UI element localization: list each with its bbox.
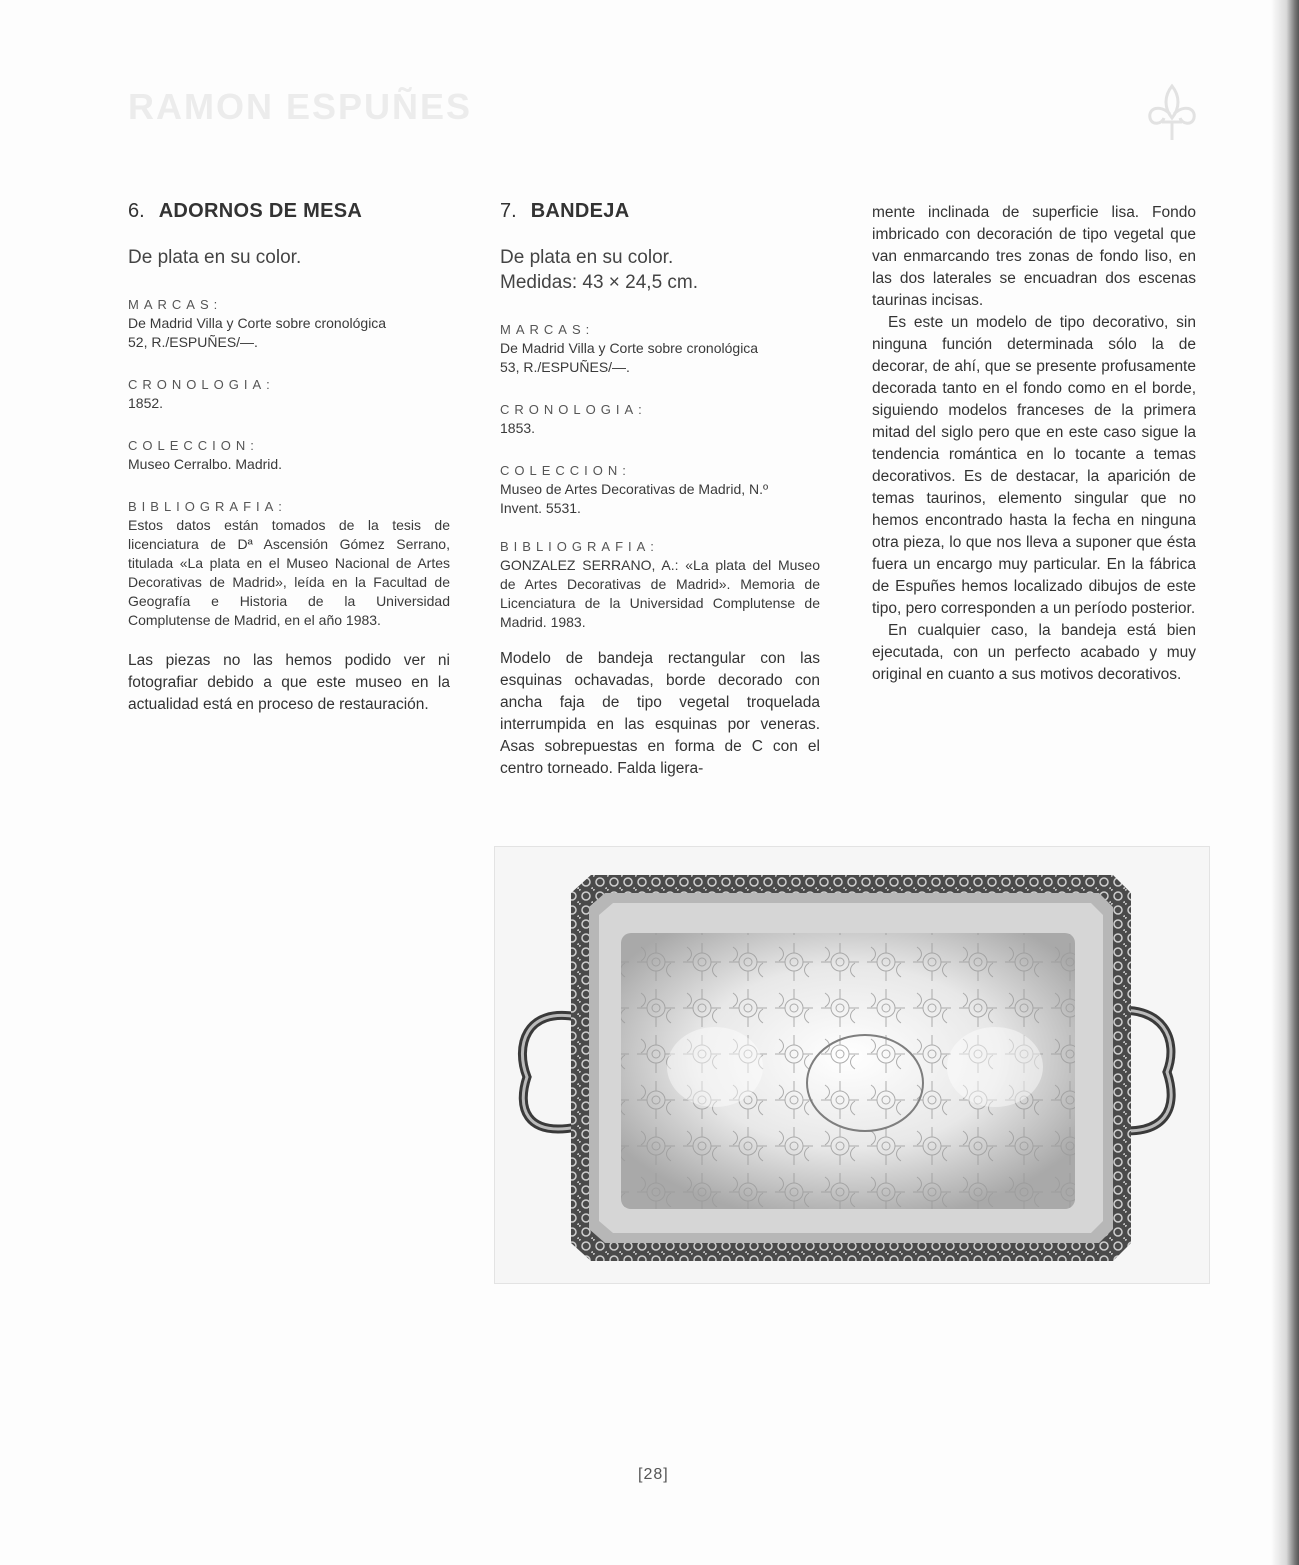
entry-7-description-start: Modelo de bandeja rectangular con las esquinas ochavadas, borde decorado con ancha faja de tipo vegetal troquelada interrumpida en las esquinas por veneras. Asas sobrepuestas en forma de C con el centro torneado. Falda ligera-	[500, 650, 820, 777]
entry-7-cronologia-label: CRONOLOGIA:	[500, 402, 647, 417]
entry-7-heading	[500, 200, 820, 223]
entry-7-marcas-line-1: De Madrid Villa y Corte sobre cronológica	[500, 340, 759, 356]
entry-7-cronologia: 1853.	[500, 420, 536, 436]
entry-7-title: BANDEJA	[530, 200, 630, 222]
entry-6-cronologia: 1852.	[128, 395, 164, 411]
entry-7-coleccion-line-1: Museo de Artes Decorativas de Madrid, N.º	[500, 481, 769, 497]
entry-7-bibliografia: GONZALEZ SERRANO, A.: «La plata del Museo de Artes Decorativas de Madrid». Memoria de Licenciatura de la Universidad Complutense de Madrid. 1983.	[500, 557, 820, 630]
entry-6-coleccion-label: COLECCION:	[128, 438, 259, 453]
left-handle	[522, 1015, 577, 1129]
tray-illustration	[495, 847, 1209, 1283]
entry-7-paragraph-2: Es este un modelo de tipo decorativo, sin ninguna función determinada sólo la de decorar, de ahí, que se presente profusamente decorada tanto en el fondo como en el borde, siguiendo modelos franceses de la primera mitad del siglo pero que en este caso sigue la tendencia romántica en lo tocante a temas decorativos. Es de destacar, la aparición de temas taurinos, elemento singular que no hemos encontrado hasta la fecha en ninguna otra pieza, lo que nos lleva a suponer que ésta fuera un encargo muy particular. En la fábrica de Espuñes hemos localizado dibujos de este tipo, pero corresponden a un período posterior.	[872, 314, 1196, 617]
entry-6-marcas-line-2: 52, R./ESPUÑES/—.	[128, 334, 258, 350]
entry-7-marcas-label: MARCAS:	[500, 322, 595, 337]
entry-7-continued-column	[872, 202, 1196, 686]
running-header-title: RAMON ESPUÑES	[128, 86, 473, 127]
page-edge-shadow	[1271, 0, 1299, 1565]
entry-7-coleccion-line-2: Invent. 5531.	[500, 500, 581, 516]
entry-7-coleccion-label: COLECCION:	[500, 463, 631, 478]
entry-6-marcas-line-1: De Madrid Villa y Corte sobre cronológica	[128, 315, 387, 331]
entry-7-bibliografia-label: BIBLIOGRAFIA:	[500, 539, 659, 554]
entry-6-column	[128, 200, 450, 716]
entry-6-cronologia-label: CRONOLOGIA:	[128, 377, 275, 392]
entry-7-material-line-2: Medidas: 43 × 24,5 cm.	[500, 272, 699, 293]
entry-6-title: ADORNOS DE MESA	[158, 200, 363, 222]
entry-7-material-line-1: De plata en su color.	[500, 247, 674, 268]
entry-6-marcas-label: MARCAS:	[128, 297, 223, 312]
entry-7-number: 7.	[500, 200, 517, 222]
entry-7-marcas-line-2: 53, R./ESPUÑES/—.	[500, 359, 630, 375]
entry-6-heading	[128, 200, 450, 223]
entry-6-number: 6.	[128, 200, 145, 222]
tray-photo	[494, 846, 1210, 1284]
entry-6-bibliografia: Estos datos están tomados de la tesis de licenciatura de Dª Ascensión Gómez Serrano, titulada «La plata en el Museo Nacional de Artes Decorativas de Madrid», leída en la Facultad de Geografía e Historia de la Universidad Complutense de Madrid, en el año 1983.	[128, 517, 450, 628]
entry-6-bibliografia-label: BIBLIOGRAFIA:	[128, 499, 287, 514]
entry-7-column	[500, 200, 820, 780]
entry-6-coleccion: Museo Cerralbo. Madrid.	[128, 456, 283, 472]
entry-7-paragraph-1: mente inclinada de superficie lisa. Fondo imbricado con decoración de tipo vegetal que van enmarcando tres zonas de fondo liso, en las dos laterales se encuadran dos escenas taurinas incisas.	[872, 204, 1196, 309]
fleur-de-lis-icon	[1144, 82, 1200, 144]
entry-6-note: Las piezas no las hemos podido ver ni fotografiar debido a que este museo en la actualidad está en proceso de restauración.	[128, 652, 450, 713]
entry-7-paragraph-3: En cualquier caso, la bandeja está bien ejecutada, con un perfecto acabado y muy original en cuanto a sus motivos decorativos.	[872, 622, 1196, 683]
page-number: [28]	[638, 1466, 669, 1483]
entry-6-material: De plata en su color.	[128, 247, 302, 268]
